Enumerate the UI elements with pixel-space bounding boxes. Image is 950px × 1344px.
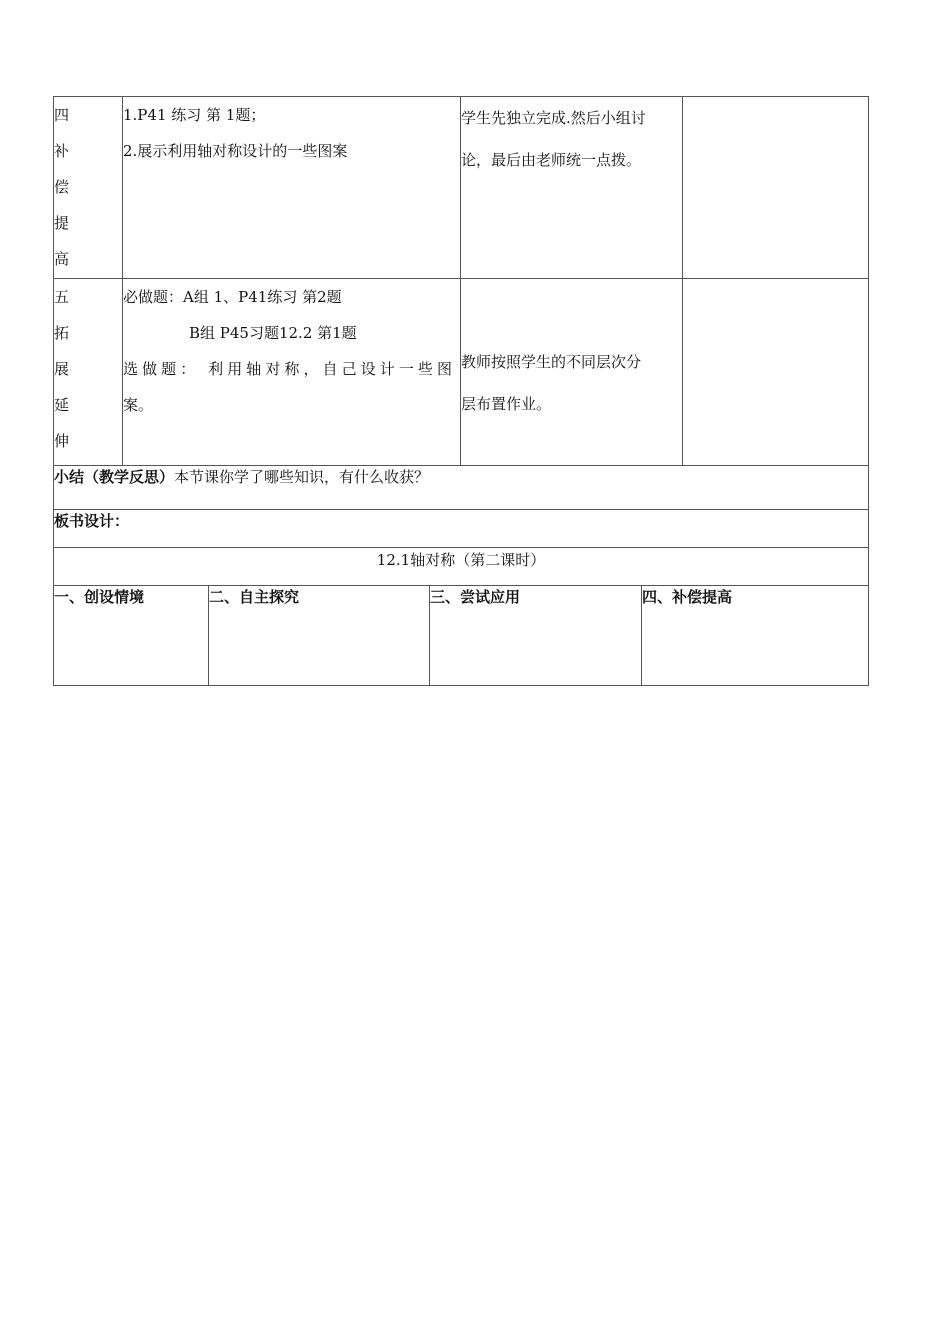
board-label-cell xyxy=(54,510,869,548)
summary-row xyxy=(54,466,869,510)
content-line: 必做题：A组 1、P41练习 第2题 xyxy=(123,288,342,306)
method-line: 论，最后由老师统一点拨。 xyxy=(461,151,642,169)
table-row-extension xyxy=(54,279,869,466)
method-line: 教师按照学生的不同层次分 xyxy=(461,353,642,371)
stage-label-compensation: 四 补 偿 提 高 xyxy=(54,97,123,279)
notes-cell xyxy=(683,279,869,466)
content-line: 2.展示利用轴对称设计的一些图案 xyxy=(123,142,348,160)
summary-text: 本节课你学了哪些知识，有什么收获？ xyxy=(174,468,430,486)
content-line: 案。 xyxy=(123,396,154,414)
board-title: 12.1轴对称（第二课时） xyxy=(54,548,869,586)
teaching-method-compensation xyxy=(461,97,683,279)
activity-content-extension xyxy=(123,279,461,466)
method-line: 层布置作业。 xyxy=(461,395,552,413)
board-section: 四、补偿提高 xyxy=(642,586,869,686)
board-title-row xyxy=(54,548,869,586)
method-line: 学生先独立完成.然后小组讨 xyxy=(461,109,646,127)
teaching-method-extension xyxy=(461,279,683,466)
board-sections-row xyxy=(54,586,869,686)
summary-heading: 小结（教学反思） xyxy=(54,468,175,486)
content-line: 选做题： 利用轴对称，自己设计一些图 xyxy=(123,360,452,378)
board-section: 一、创设情境 xyxy=(54,586,209,686)
board-section: 三、尝试应用 xyxy=(430,586,642,686)
board-sections-table xyxy=(53,585,869,686)
content-line: B组 P45习题12.2 第1题 xyxy=(189,324,357,342)
lesson-table xyxy=(53,96,869,586)
board-section: 二、自主探究 xyxy=(209,586,430,686)
stage-label-extension: 五 拓 展 延 伸 xyxy=(54,279,123,466)
activity-content-compensation xyxy=(123,97,461,279)
table-row-compensation xyxy=(54,97,869,279)
board-label-row xyxy=(54,510,869,548)
board-label: 板书设计： xyxy=(54,512,130,530)
summary-cell xyxy=(54,466,869,510)
content-line: 1.P41 练习 第 1题； xyxy=(123,106,266,124)
notes-cell xyxy=(683,97,869,279)
